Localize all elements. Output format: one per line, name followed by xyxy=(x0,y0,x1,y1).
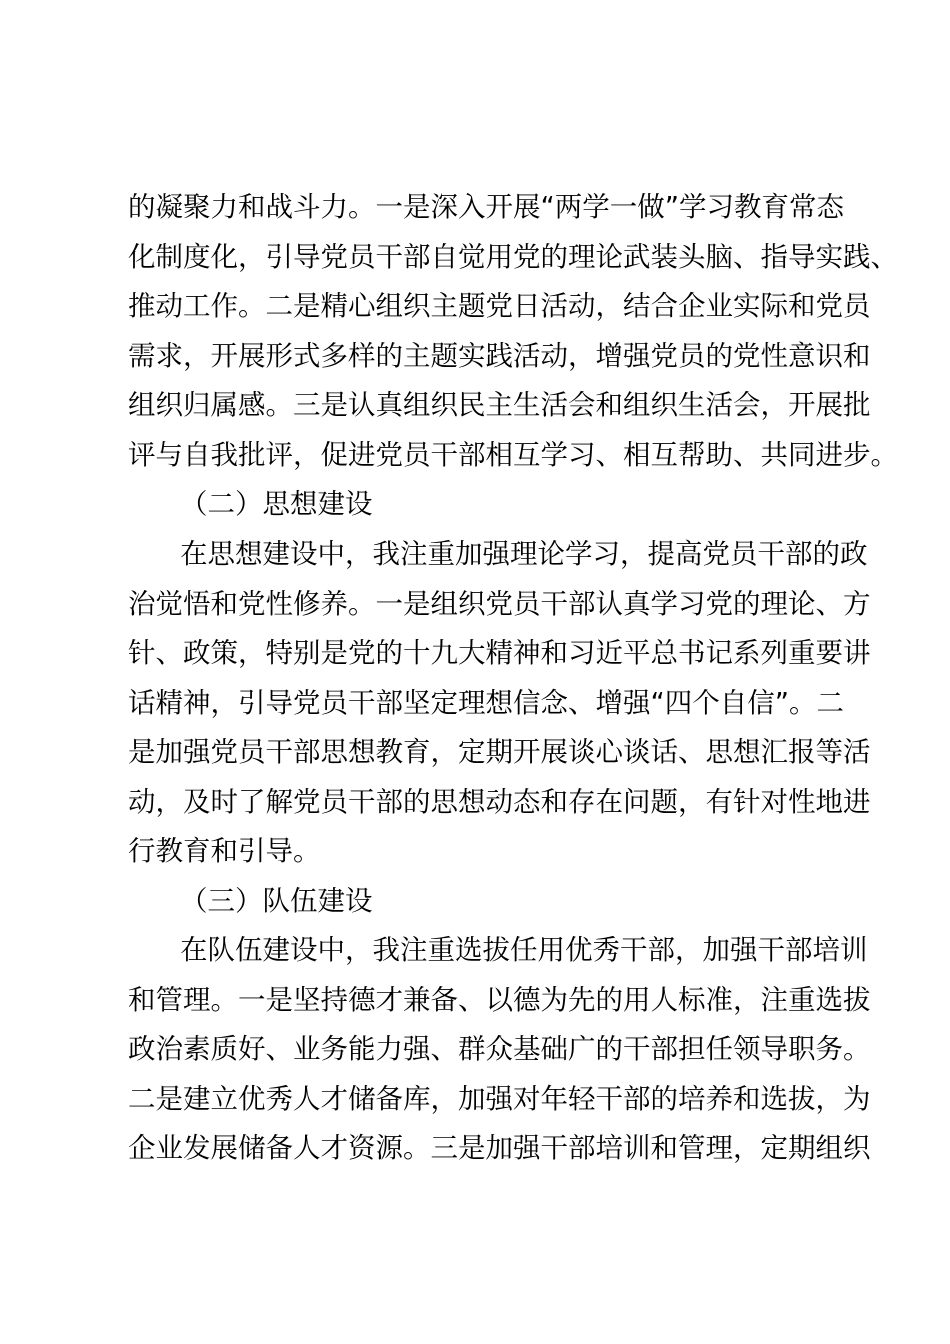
text-line: 行教育和引导。 xyxy=(128,835,321,867)
text-line: 二是建立优秀人才储备库，加强对年轻干部的培养和选拔，为 xyxy=(128,1083,871,1115)
text-line: 的凝聚力和战斗力。一是深入开展“两学一做”学习教育常态 xyxy=(128,191,844,223)
text-line: 是加强党员干部思想教育，定期开展谈心谈话、思想汇报等活 xyxy=(128,736,871,768)
section-heading: （三）队伍建设 xyxy=(180,885,373,917)
text-line: 在队伍建设中，我注重选拔任用优秀干部，加强干部培训 xyxy=(180,934,868,966)
text-line: 推动工作。二是精心组织主题党日活动，结合企业实际和党员 xyxy=(128,290,871,322)
text-line: 在思想建设中，我注重加强理论学习，提高党员干部的政 xyxy=(180,538,868,570)
text-line: 政治素质好、业务能力强、群众基础广的干部担任领导职务。 xyxy=(128,1033,871,1065)
text-line: 治觉悟和党性修养。一是组织党员干部认真学习党的理论、方 xyxy=(128,588,871,620)
text-line: 话精神，引导党员干部坚定理想信念、增强“四个自信”。二 xyxy=(128,687,844,719)
text-line: 组织归属感。三是认真组织民主生活会和组织生活会，开展批 xyxy=(128,389,871,421)
text-line: 和管理。一是坚持德才兼备、以德为先的用人标准，注重选拔 xyxy=(128,984,871,1016)
section-heading: （二）思想建设 xyxy=(180,488,373,520)
text-line: 评与自我批评，促进党员干部相互学习、相互帮助、共同进步。 xyxy=(128,439,898,471)
text-line: 动，及时了解党员干部的思想动态和存在问题，有针对性地进 xyxy=(128,786,871,818)
text-line: 企业发展储备人才资源。三是加强干部培训和管理，定期组织 xyxy=(128,1132,871,1164)
text-line: 化制度化，引导党员干部自觉用党的理论武装头脑、指导实践、 xyxy=(128,241,898,273)
text-line: 针、政策，特别是党的十九大精神和习近平总书记系列重要讲 xyxy=(128,637,871,669)
text-line: 需求，开展形式多样的主题实践活动，增强党员的党性意识和 xyxy=(128,340,871,372)
